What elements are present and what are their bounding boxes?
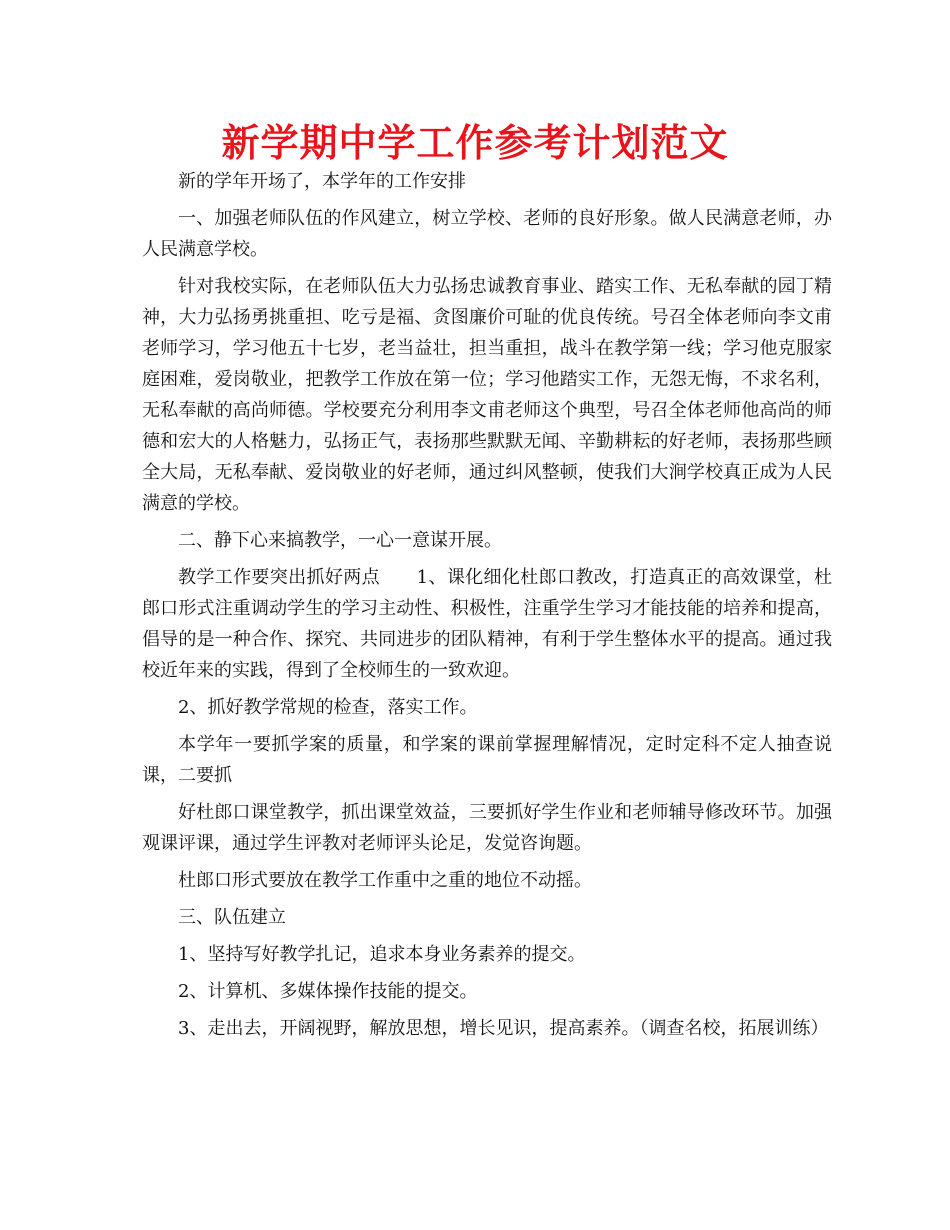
paragraph-team-item-2: 2、计算机、多媒体操作技能的提交。 [178, 981, 478, 1002]
paragraph-dulangkou: 杜郎口形式要放在教学工作重中之重的地位不动摇。 [178, 870, 592, 891]
paragraph-section-3-heading: 三、队伍建立 [178, 907, 286, 928]
paragraph-lesson-plan: 本学年一要抓学案的质量，和学案的课前掌握理解情况，定时定科不定人抽查说课，二要抓 [142, 734, 832, 786]
paragraph-section-1-body: 针对我校实际，在老师队伍大力弘扬忠诚教育事业、踏实工作、无私奉献的园丁精神，大力弘扬勇挑重担、吃亏是福、贪图廉价可耻的优良传统。号召全体老师向李文甫老师学习，学习他五十七岁，老当益壮，担当重担，战斗在教学第一线；学习他克服家庭困难，爱岗敬业，把教学工作放在第一位；学习他踏实工作，无怨无悔，不求名利，无私奉献的高尚师德。学校要充分利用李文甫老师这个典型，号召全体老师他高尚的师德和宏大的人格魅力，弘扬正气，表扬那些默默无闻、辛勤耕耘的好老师，表扬那些顾全大局，无私奉献、爱岗敬业的好老师，通过纠风整顿，使我们大涧学校真正成为人民满意的学校。 [142, 276, 832, 514]
paragraph-classroom: 好杜郎口课堂教学，抓出课堂效益，三要抓好学生作业和老师辅导修改环节。加强观课评课，通过学生评教对老师评头论足，发觉咨询题。 [142, 802, 832, 854]
document-title: 新学期中学工作参考计划范文 [221, 121, 729, 165]
paragraph-teaching-focus: 教学工作要突出抓好两点 1、课化细化杜郎口教改，打造真正的高效课堂，杜郎口形式注重调动学生的学习主动性、积极性，注重学生学习才能技能的培养和提高，倡导的是一种合作、探究、共同进步的团队精神，有利于学生整体水平的提高。通过我校近年来的实践，得到了全校师生的一致欢迎。 [142, 567, 832, 681]
document-body [142, 166, 832, 1044]
paragraph-section-1-heading: 一、加强老师队伍的作风建立，树立学校、老师的良好形象。做人民满意老师，办人民满意学校。 [142, 208, 832, 260]
paragraph-teaching-routine: 2、抓好教学常规的检查，落实工作。 [178, 697, 478, 718]
paragraph-intro: 新的学年开场了，本学年的工作安排 [178, 171, 466, 192]
paragraph-team-item-3: 3、走出去，开阔视野，解放思想，增长见识，提高素养。（调查名校，拓展训练） [178, 1018, 829, 1039]
paragraph-team-item-1: 1、坚持写好教学扎记，追求本身业务素养的提交。 [178, 944, 586, 965]
paragraph-section-2-heading: 二、静下心来搞教学，一心一意谋开展。 [178, 530, 502, 551]
